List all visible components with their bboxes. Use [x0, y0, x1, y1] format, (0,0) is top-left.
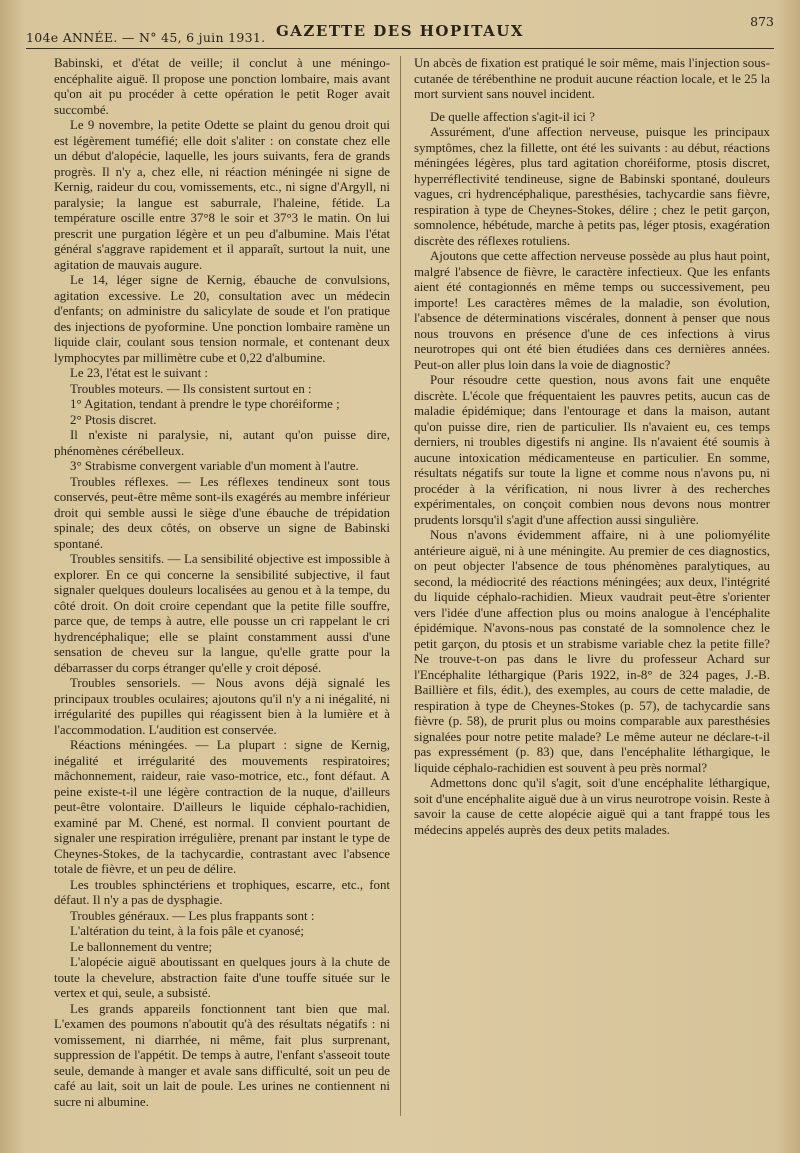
- column-divider: [400, 56, 401, 1116]
- right-column: [414, 56, 770, 1146]
- page-number: 873: [750, 14, 774, 29]
- paragraph: Assurément, d'une affection nerveuse, puisque les principaux symptômes, chez la fillette, ont été les suivants : au début, réactions méningées légères, plus tard agitation choréiforme, ptosis discret, hyperréflectivité tendineuse, signe de Babinski spontané, douleurs vagues, cri hydrencéphalique, paresthésies, tachycardie sans fièvre, respiration à type de Cheynes-Stokes, délire ; chez le petit garçon, somnolence, hébétude, marche à petits pas, léger ptosis, exagération discrète des réflexes rotuliens.: [414, 125, 770, 248]
- paragraph: L'alopécie aiguë aboutissant en quelques jours à la chute de toute la chevelure, abstraction faite d'une touffe située sur le vertex et qui, seule, a subsisté.: [54, 955, 390, 1000]
- paragraph: Troubles moteurs. — Ils consistent surtout en :: [70, 381, 312, 396]
- paragraph: Le 23, l'état est le suivant :: [70, 366, 208, 380]
- paragraph: Le 9 novembre, la petite Odette se plaint du genou droit qui est légèrement tuméfié; elle doit s'aliter : on constate chez elle un début d'alopécie, laquelle, les jours suivants, fera de grands progrès. Il n'y a, chez elle, ni réaction méningée ni signe de Kernig, raideur du cou, vomissements, etc., ni signe d'Argyll, ni paralysie; la langue est saburrale, l'haleine, fétide. La température oscille entre 37°8 le soir et 37°3 le matin. On lui prescrit une purgation légère et un peu d'albumine. Mais l'état général s'aggrave rapidement et il apparaît, surtout la nuit, une agitation de mauvais augure.: [54, 118, 390, 272]
- paragraph: De quelle affection s'agit-il ici ?: [430, 109, 595, 124]
- paragraph: L'altération du teint, à la fois pâle et cyanosé;: [70, 924, 304, 938]
- paragraph: Pour résoudre cette question, nous avons fait une enquête discrète. L'école que fréquentaient les pauvres petits, aucun cas de maladie épidémique; dans l'entourage et dans la maison, autant qu'on puisse dire, rien de particulier. Ils n'avaient eu, ces temps derniers, ni troubles digestifs ni angine. Ils n'avaient été soumis à aucune intoxication médicamenteuse en particulier. En somme, résultats négatifs sur toute la ligne et comme nous n'avons pu, ni procéder à la vérification, ni nous livrer à des recherches expérimentales, on conçoit combien nous devons nous montrer prudents lorsqu'il s'agit d'une affection aussi singulière.: [414, 373, 770, 527]
- paragraph: 1° Agitation, tendant à prendre le type choréiforme ;: [70, 397, 340, 411]
- paragraph: Troubles sensoriels. — Nous avons déjà signalé les principaux troubles oculaires; ajoutons qu'il n'y a ni inégalité, ni irrégularité des pupilles qui réagissent bien à la lumière et à l'accommodation. L'audition est conservée.: [54, 676, 390, 737]
- paragraph: Troubles réflexes. — Les réflexes tendineux sont tous conservés, peut-être même sont-ils exagérés au membre inférieur droit qui semble aussi le siège d'une ébauche de trépidation spinale; des deux côtés, on observe un signe de Babinski spontané.: [54, 474, 390, 551]
- issue-info: 104e ANNÉE. — N° 45, 6 juin 1931.: [26, 30, 266, 45]
- publication-title: GAZETTE DES HOPITAUX: [275, 22, 524, 40]
- paragraph: Admettons donc qu'il s'agit, soit d'une encéphalite léthargique, soit d'une encéphalite aiguë due à un virus neurotrope voisin. Reste à savoir la cause de cette alopécie aiguë qui a tant frappé tous les médecins appelés auprès des deux petits malades.: [414, 776, 770, 837]
- paragraph: Ajoutons que cette affection nerveuse possède au plus haut point, malgré l'absence de fièvre, le caractère infectieux. Que les enfants aient été contagionnés en même temps ou successivement, peu importe! Les caractères mêmes de la maladie, son évolution, l'absence de déterminations viscérales, donnent à penser que nous nous trouvons en présence d'une de ces infections à virus neurotropes qui ont été bien étudiées dans ces dernières années. Peut-on aller plus loin dans la voie de diagnostic?: [414, 249, 770, 372]
- paragraph: Troubles généraux. — Les plus frappants sont :: [70, 908, 315, 923]
- paragraph: Troubles sensitifs. — La sensibilité objective est impossible à explorer. En ce qui concerne la sensibilité subjective, il faut signaler quelques douleurs localisées au genou et à la tempe, du côté droit. On doit croire cependant que la petite fille souffre, parce que, de temps à autre, elle pousse un cri rappelant le cri hydrencéphalique; elle se plaint constamment aussi d'une sensation de cheveu sur la langue, qu'elle gratte pour la débarrasser du corps étranger qu'elle y croit déposé.: [54, 552, 390, 675]
- paragraph: Le ballonnement du ventre;: [70, 939, 213, 954]
- paragraph: Réactions méningées. — La plupart : signe de Kernig, inégalité et irrégularité des mouvements respiratoires; mâchonnement, raideur, raie vaso-motrice, etc., font défaut. A peine existe-t-il une légère contraction de la nuque, d'ailleurs peut-être volontaire. D'ailleurs le liquide céphalo-rachidien, examiné par M. Chené, est normal. Il convient pourtant de signaler une respiration irrégulière, prenant par instant le type de Cheynes-Stokes, de la tachycardie, contrastant avec l'absence totale de fièvre, et un peu de délire.: [54, 738, 390, 876]
- paragraph: Il n'existe ni paralysie, ni, autant qu'on puisse dire, phénomènes cérébelleux.: [54, 428, 390, 458]
- paragraph: Babinski, et d'état de veille; il conclut à une méningo-encéphalite aiguë. Il propose une ponction lombaire, mais avant qu'on ait pu procéder à cette opération le petit Roger avait succombé.: [54, 56, 390, 117]
- paragraph: Nous n'avons évidemment affaire, ni à une poliomyélite antérieure aiguë, ni à une méningite. Au premier de ces diagnostics, on peut objecter l'absence de tous phénomènes paralytiques, au second, la médiocrité des réactions méningées; aux deux, l'intégrité du liquide céphalo-rachidien. Mieux vaudrait peut-être s'orienter vers l'idée d'une affection plus ou moins analogue à l'encéphalite épidémique. N'avons-nous pas constaté de la somnolence chez le petit garçon, du ptosis et un strabisme variable chez la petite fille? Ne trouve-t-on pas dans le livre du professeur Achard sur l'Encéphalite léthargique (Paris 1922, in-8° de 324 pages, J.-B. Baillière et fils, édit.), des exemples, au cours de cette maladie, de respiration à type de Cheynes-Stokes (p. 57), de tachycardie sans fièvre (p. 58), de prurit plus ou moins comparable aux paresthésies signalées pour notre petite malade? Le même auteur ne déclare-t-il pas expressément (p. 83) que, dans l'encéphalite léthargique, le liquide céphalo-rachidien est souvent à peu près normal?: [414, 528, 770, 775]
- left-column: [54, 56, 390, 1146]
- paragraph: 2° Ptosis discret.: [70, 412, 157, 427]
- paragraph: 3° Strabisme convergent variable d'un moment à l'autre.: [70, 459, 359, 473]
- paragraph: Un abcès de fixation est pratiqué le soir même, mais l'injection sous-cutanée de térébenthine ne produit aucune réaction locale, et le 25 la mort survient sans nouvel incident.: [414, 56, 770, 101]
- paragraph: Les grands appareils fonctionnent tant bien que mal. L'examen des poumons n'aboutit qu'à des résultats négatifs : ni vomissement, ni diarrhée, ni même, fait plus surprenant, suppression de l'appétit. De temps à autre, l'enfant s'asseoit toute seule, demande à manger et avale sans difficulté, soit un peu de café au lait, soit un lait de poule. Les urines ne contiennent ni sucre ni albumine.: [54, 1001, 390, 1109]
- paragraph: Les troubles sphinctériens et trophiques, escarre, etc., font défaut. Il n'y a pas de dysphagie.: [54, 877, 390, 907]
- page-header: [26, 14, 774, 49]
- paragraph: Le 14, léger signe de Kernig, ébauche de convulsions, agitation excessive. Le 20, consultation avec un médecin d'enfants; on administre du salicylate de soude et l'on pratique des injections de pyoformine. Une ponction lombaire ramène un liquide clair, coulant sous tension normale, et contenant deux lymphocytes par millimètre cube et 0,22 d'albumine.: [54, 273, 390, 365]
